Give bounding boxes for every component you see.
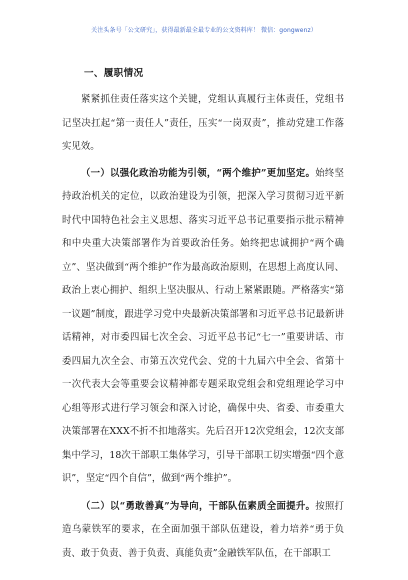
- subsection-2-paragraph: [62, 495, 344, 566]
- subsection-1-body: 始终坚持政治机关的定位，以政治建设为引领，把深入学习贯彻习近平新时代中国特色社会主义思想、落实习近平总书记重要指示批示精神和中央重大决策部署作为首要政治任务。始终把忠诚拥护“两个确立”、坚决做到“两个维护”作为最高政治原则，在思想上高度认同、政治上衷心拥护、组织上坚决服从、行动上紧紧跟随。严格落实“第一议题”制度，跟进学习党中央最新决策部署和习近平总书记最新讲话精神，对市委四届七次全会、习近平总书记“七一”重要讲话、市委四届九次全会、市第五次党代会、党的十九届六中全会、省第十一次代表大会等重要会议精神都专题采取党组会和党组理论学习中心组等形式进行学习领会和深入讨论，确保中央、省委、市委重大决策部署在XXX不折不扣地落实。先后召开12次党组会，12次支部集中学习，18次干部职工集体学习，引导干部职工切实增强“四个意识”，坚定“四个自信”，做到“两个维护”。: [62, 167, 344, 484]
- section-heading: 一、履职情况: [84, 68, 144, 79]
- subsection-1-lead: （一）以强化政治功能为引领，“两个维护”更加坚定。: [81, 167, 316, 179]
- intro-paragraph: 紧紧抓住责任落实这个关键，党组认真履行主体责任，党组书记坚决扛起“第一责任人”责任，压实“一岗双责”，推动党建工作落实见效。: [62, 94, 344, 152]
- promo-banner: 关注头条号「公文研究」，获得最新最全最专业的公文资料库！ 微信：gongwenz）: [91, 27, 317, 34]
- subsection-2-body: 按照打造乌蒙铁军的要求，在全面加强干部队伍建设，着力培养“勇于负责、敢于负责、善于负责、真能负责”金融铁军队伍，在干部职工: [62, 500, 344, 559]
- subsection-2-lead: （二）以“勇敢善真”为导向，干部队伍素质全面提升。: [81, 500, 316, 512]
- document-body: [62, 67, 344, 565]
- subsection-1-paragraph: [62, 162, 344, 491]
